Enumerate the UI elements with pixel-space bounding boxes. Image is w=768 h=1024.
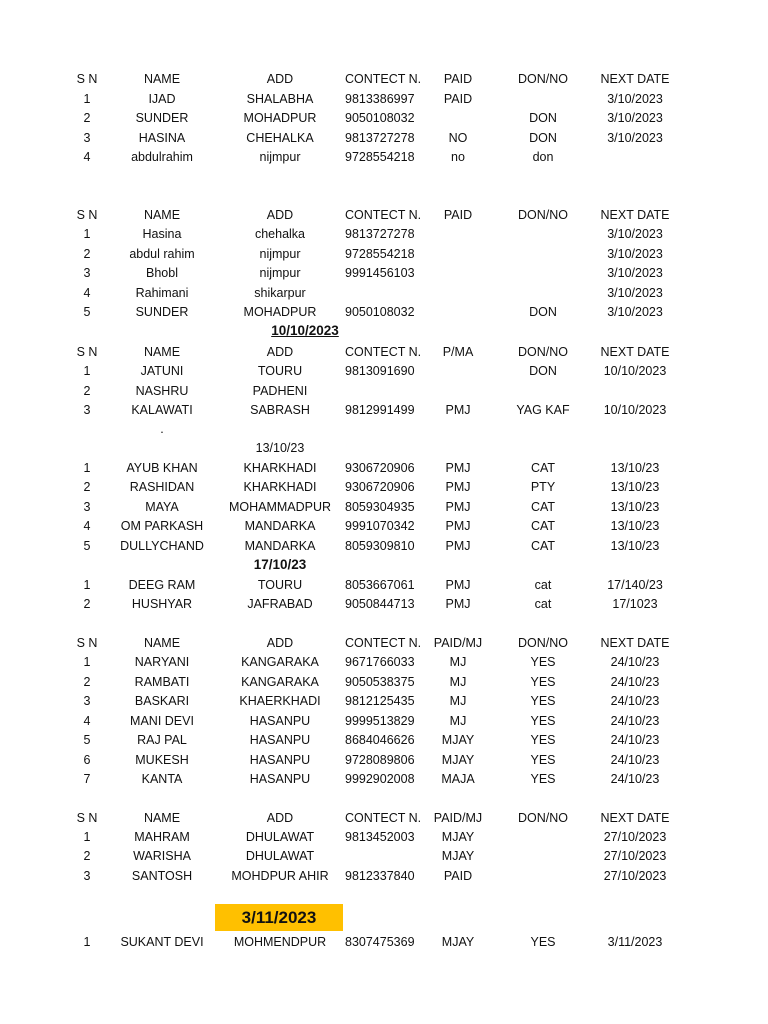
sn-cell: 2: [83, 674, 91, 689]
table-row: [0, 933, 768, 951]
paid-cell: MAJA: [441, 772, 475, 786]
sn-cell: 4: [83, 149, 91, 164]
header-next-date: NEXT DATE: [600, 345, 670, 359]
sn-cell: 2: [83, 383, 91, 398]
contact-cell: 9812991499: [345, 403, 415, 418]
address-cell: HASANPU: [249, 772, 311, 786]
address-cell: HASANPU: [249, 733, 311, 747]
address-cell: TOURU: [257, 578, 303, 592]
sn-cell: 3: [83, 499, 91, 514]
don-no-cell: YES: [530, 694, 556, 708]
paid-cell: PMJ: [445, 461, 471, 475]
header-pma: P/MA: [442, 345, 474, 359]
name-cell: Bhobl: [146, 266, 178, 280]
sn-cell: 2: [83, 849, 91, 864]
next-date-cell: 24/10/23: [610, 733, 660, 747]
paid-cell: PMJ: [445, 519, 471, 534]
next-date-cell: 17/1023: [612, 597, 658, 612]
header-add: ADD: [266, 811, 294, 825]
name-cell: HASINA: [138, 130, 186, 145]
paid-cell: PAID: [443, 868, 473, 883]
don-no-cell: [503, 90, 583, 108]
address-cell: SABRASH: [250, 403, 310, 418]
table-row: [0, 245, 768, 263]
name-cell: DEEG RAM: [128, 578, 196, 592]
don-no-cell: [503, 828, 583, 846]
next-date-cell: 24/10/23: [610, 752, 660, 767]
name-cell: WARISHA: [133, 849, 191, 864]
address-cell: CHEHALKA: [246, 130, 314, 145]
paid-cell: [425, 264, 491, 282]
header-sn: S N: [76, 811, 98, 825]
sn-cell: 1: [83, 92, 91, 106]
header-sn: S N: [76, 636, 98, 650]
sn-cell: 1: [83, 578, 91, 592]
header-next-date: NEXT DATE: [600, 811, 670, 825]
table-row: [0, 498, 768, 516]
sn-cell: 4: [83, 713, 91, 728]
table-row: [0, 537, 768, 555]
don-no-cell: [503, 225, 583, 243]
sn-cell: 1: [83, 364, 91, 378]
sn-cell: 3: [83, 403, 91, 418]
address-cell: MOHDPUR AHIR: [231, 868, 329, 883]
sn-cell: 1: [83, 461, 91, 475]
paid-cell: MJAY: [441, 830, 475, 844]
don-no-cell: PTY: [530, 480, 556, 495]
sn-cell: 1: [83, 830, 91, 844]
address-cell: HASANPU: [249, 713, 311, 728]
address-cell: MOHMENDPUR: [233, 935, 327, 949]
name-cell: abdulrahim: [131, 149, 193, 164]
dot-mark: .: [160, 422, 164, 436]
name-cell: SUKANT DEVI: [120, 935, 204, 949]
name-cell: KALAWATI: [131, 403, 193, 418]
header-next-date: NEXT DATE: [600, 72, 670, 86]
next-date-cell: 10/10/2023: [603, 364, 667, 378]
contact-cell: 9812125435: [345, 694, 415, 708]
next-date-cell: 13/10/23: [610, 538, 660, 553]
next-date-cell: 27/10/2023: [603, 849, 667, 864]
address-cell: KHARKHADI: [243, 461, 317, 475]
address-cell: nijmpur: [259, 266, 301, 280]
paid-cell: NO: [448, 130, 468, 145]
table-row: [0, 653, 768, 671]
sn-cell: 2: [83, 111, 91, 126]
header-name: NAME: [143, 811, 181, 825]
contact-cell: 9991456103: [345, 266, 415, 280]
next-date-cell: [596, 382, 674, 400]
don-no-cell: CAT: [530, 519, 556, 534]
don-no-cell: DON: [529, 305, 557, 319]
date-heading: 10/10/2023: [271, 323, 339, 338]
table-row: [0, 225, 768, 243]
address-cell: MOHADPUR: [243, 111, 317, 126]
table-row: [0, 109, 768, 127]
paid-cell: PMJ: [445, 480, 471, 495]
name-cell: Rahimani: [135, 285, 189, 300]
sn-cell: 1: [83, 935, 91, 949]
next-date-cell: 3/10/2023: [607, 111, 663, 126]
sn-cell: 2: [83, 597, 91, 612]
header-sn: S N: [76, 208, 98, 222]
address-cell: MANDARKA: [244, 519, 316, 534]
paid-cell: MJAY: [441, 733, 475, 747]
contact-cell: 9671766033: [345, 655, 415, 669]
don-no-cell: cat: [534, 597, 552, 612]
header-add: ADD: [266, 636, 294, 650]
sn-cell: 4: [83, 519, 91, 534]
name-cell: JATUNI: [140, 364, 184, 378]
sn-cell: 4: [83, 285, 91, 300]
contact-cell: 9306720906: [345, 480, 415, 495]
next-date-cell: 3/10/2023: [607, 305, 663, 319]
address-cell: KANGARAKA: [241, 674, 319, 689]
next-date-cell: 13/10/23: [610, 461, 660, 475]
name-cell: Hasina: [142, 227, 182, 241]
contact-cell: 9050844713: [345, 597, 415, 612]
address-cell: KHAERKHADI: [239, 694, 321, 708]
header-don-no: DON/NO: [518, 208, 568, 222]
header-paid: PAID: [443, 72, 473, 86]
header-contact: CONTECT N.: [345, 636, 422, 650]
address-cell: MANDARKA: [244, 538, 316, 553]
contact-cell: 9728089806: [345, 752, 415, 767]
contact-cell: 9813386997: [345, 92, 415, 106]
table-row: [0, 148, 768, 166]
sn-cell: 6: [83, 752, 91, 767]
name-cell: MANI DEVI: [130, 713, 194, 728]
next-date-cell: 13/10/23: [610, 480, 660, 495]
paid-cell: MJ: [449, 674, 467, 689]
header-name: NAME: [143, 72, 181, 86]
header-add: ADD: [266, 208, 294, 222]
next-date-cell: [596, 148, 674, 166]
table-header: [0, 809, 768, 827]
header-don-no: DON/NO: [518, 345, 568, 359]
don-no-cell: DON: [529, 364, 557, 378]
don-no-cell: [503, 382, 583, 400]
table-row: [0, 517, 768, 535]
name-cell: MAHRAM: [134, 830, 190, 844]
address-cell: DHULAWAT: [245, 849, 315, 864]
header-don-no: DON/NO: [518, 72, 568, 86]
address-cell: shikarpur: [254, 285, 306, 300]
next-date-cell: 3/10/2023: [607, 266, 663, 280]
address-cell: JAFRABAD: [247, 597, 313, 612]
name-cell: NASHRU: [135, 383, 189, 398]
name-cell: RASHIDAN: [129, 480, 195, 495]
don-no-cell: YES: [530, 674, 556, 689]
contact-cell: 8684046626: [345, 733, 415, 747]
table-row: [0, 303, 768, 321]
name-cell: HUSHYAR: [131, 597, 193, 612]
header-sn: S N: [76, 72, 98, 86]
table-row: [0, 751, 768, 769]
table-row: [0, 382, 768, 400]
table-row: [0, 867, 768, 885]
table-row: [0, 264, 768, 282]
header-next-date: NEXT DATE: [600, 636, 670, 650]
name-cell: AYUB KHAN: [126, 461, 198, 475]
name-cell: DULLYCHAND: [120, 538, 204, 553]
header-name: NAME: [143, 636, 181, 650]
header-paid-mj: PAID/MJ: [433, 811, 483, 825]
header-paid: PAID: [443, 208, 473, 222]
contact-cell: 9999513829: [345, 713, 415, 728]
next-date-cell: 3/11/2023: [607, 935, 663, 949]
table-row: [0, 459, 768, 477]
table-row: [0, 362, 768, 380]
contact-cell: 9050108032: [345, 111, 415, 126]
contact-cell: 9306720906: [345, 461, 415, 475]
contact-cell: 8059309810: [345, 538, 415, 553]
table-row: [0, 129, 768, 147]
sn-cell: 7: [83, 772, 91, 786]
table-row: [0, 576, 768, 594]
address-cell: KHARKHADI: [243, 480, 317, 495]
don-no-cell: CAT: [530, 461, 556, 475]
address-cell: MOHAMMADPUR: [228, 499, 332, 514]
contact-cell: 9050538375: [345, 674, 415, 689]
paid-cell: PAID: [443, 92, 473, 106]
header-contact: CONTECT N.: [345, 208, 422, 222]
next-date-cell: 3/10/2023: [607, 92, 663, 106]
don-no-cell: DON: [529, 130, 557, 145]
sn-cell: 3: [83, 130, 91, 145]
sn-cell: 3: [83, 266, 91, 280]
next-date-cell: 24/10/23: [610, 772, 660, 786]
contact-cell: 8307475369: [345, 935, 415, 949]
don-no-cell: YES: [530, 733, 556, 747]
paid-cell: PMJ: [445, 597, 471, 612]
next-date-cell: 10/10/2023: [603, 403, 667, 418]
table-row: [0, 692, 768, 710]
next-date-cell: 3/10/2023: [607, 227, 663, 241]
paid-cell: [425, 109, 491, 127]
name-cell: MAYA: [145, 499, 179, 514]
highlighted-date-cell: 3/11/2023: [215, 904, 343, 931]
contact-cell: 8053667061: [345, 578, 415, 592]
address-cell: PADHENI: [252, 383, 308, 398]
contact-cell: 9813091690: [345, 364, 415, 378]
address-cell: chehalka: [254, 227, 306, 241]
next-date-cell: 17/140/23: [607, 578, 663, 592]
don-no-cell: YES: [530, 713, 556, 728]
header-sn: S N: [76, 345, 98, 359]
name-cell: KANTA: [141, 772, 183, 786]
name-cell: OM PARKASH: [120, 519, 204, 534]
sn-cell: 5: [83, 538, 91, 553]
next-date-cell: 27/10/2023: [603, 868, 667, 883]
address-cell: MOHADPUR: [243, 305, 317, 319]
don-no-cell: YES: [530, 655, 556, 669]
contact-cell: 9813727278: [345, 227, 415, 241]
contact-cell: 9992902008: [345, 772, 415, 786]
table-row: [0, 478, 768, 496]
sn-cell: 3: [83, 868, 91, 883]
table-row: [0, 731, 768, 749]
paid-cell: [425, 303, 491, 321]
name-cell: MUKESH: [135, 752, 189, 767]
don-no-cell: CAT: [530, 538, 556, 553]
contact-cell: [345, 847, 425, 865]
paid-cell: MJAY: [441, 752, 475, 767]
contact-cell: 9728554218: [345, 246, 415, 261]
table-row: [0, 770, 768, 788]
paid-cell: MJ: [449, 713, 467, 728]
paid-cell: PMJ: [445, 499, 471, 514]
address-cell: SHALABHA: [246, 92, 314, 106]
header-name: NAME: [143, 345, 181, 359]
paid-cell: [425, 362, 491, 380]
address-cell: HASANPU: [249, 752, 311, 767]
sn-cell: 1: [83, 227, 91, 241]
don-no-cell: [503, 284, 583, 302]
don-no-cell: [503, 264, 583, 282]
don-no-cell: don: [532, 149, 554, 164]
header-add: ADD: [266, 72, 294, 86]
next-date-cell: 24/10/23: [610, 694, 660, 708]
header-contact: CONTECT N.: [345, 72, 422, 86]
don-no-cell: cat: [534, 578, 552, 592]
paid-cell: PMJ: [445, 578, 471, 592]
paid-cell: PMJ: [445, 538, 471, 553]
don-no-cell: YES: [530, 935, 556, 949]
paid-cell: MJ: [449, 694, 467, 708]
name-cell: IJAD: [148, 92, 176, 106]
don-no-cell: [503, 847, 583, 865]
sn-cell: 1: [83, 655, 91, 669]
sn-cell: 5: [83, 305, 91, 319]
date-heading: 17/10/23: [253, 557, 307, 572]
address-cell: TOURU: [257, 364, 303, 378]
address-cell: nijmpur: [259, 246, 301, 261]
name-cell: abdul rahim: [129, 246, 195, 261]
header-contact: CONTECT N.: [345, 811, 422, 825]
next-date-cell: 24/10/23: [610, 655, 660, 669]
header-don-no: DON/NO: [518, 811, 568, 825]
contact-cell: 9991070342: [345, 519, 415, 534]
don-no-cell: [503, 867, 583, 885]
next-date-cell: 27/10/2023: [603, 830, 667, 844]
paid-cell: PMJ: [445, 403, 471, 418]
next-date-cell: 13/10/23: [610, 519, 660, 534]
contact-cell: 9050108032: [345, 305, 415, 319]
sn-cell: 3: [83, 694, 91, 708]
address-cell: nijmpur: [259, 149, 301, 164]
paid-cell: [425, 382, 491, 400]
contact-cell: 9813727278: [345, 130, 415, 145]
paid-cell: MJ: [449, 655, 467, 669]
table-row: [0, 673, 768, 691]
don-no-cell: DON: [529, 111, 557, 126]
paid-cell: [425, 245, 491, 263]
name-cell: RAJ PAL: [137, 733, 187, 747]
next-date-cell: 3/10/2023: [607, 130, 663, 145]
table-row: [0, 90, 768, 108]
name-cell: RAMBATI: [134, 674, 190, 689]
header-name: NAME: [143, 208, 181, 222]
contact-cell: 8059304935: [345, 499, 415, 514]
contact-cell: 9813452003: [345, 830, 415, 844]
header-don-no: DON/NO: [518, 636, 568, 650]
table-row: [0, 595, 768, 613]
don-no-cell: YES: [530, 752, 556, 767]
don-no-cell: CAT: [530, 499, 556, 514]
table-row: [0, 284, 768, 302]
paid-cell: MJAY: [441, 935, 475, 949]
paid-cell: MJAY: [441, 849, 475, 864]
name-cell: SUNDER: [135, 305, 189, 319]
next-date-cell: 24/10/23: [610, 674, 660, 689]
contact-cell: [345, 382, 425, 400]
table-header: [0, 70, 768, 88]
address-cell: DHULAWAT: [245, 830, 315, 844]
next-date-cell: 13/10/23: [610, 499, 660, 514]
address-cell: KANGARAKA: [241, 655, 319, 669]
next-date-cell: 24/10/23: [610, 713, 660, 728]
table-header: [0, 343, 768, 361]
header-paid-mj: PAID/MJ: [433, 636, 483, 650]
table-row: [0, 401, 768, 419]
name-cell: BASKARI: [134, 694, 190, 708]
don-no-cell: [503, 245, 583, 263]
header-add: ADD: [266, 345, 294, 359]
paid-cell: [425, 284, 491, 302]
sn-cell: 5: [83, 733, 91, 747]
next-date-cell: 3/10/2023: [607, 246, 663, 261]
name-cell: NARYANI: [134, 655, 190, 669]
table-row: [0, 847, 768, 865]
table-header: [0, 206, 768, 224]
name-cell: SUNDER: [135, 111, 189, 126]
paid-cell: [425, 225, 491, 243]
sn-cell: 2: [83, 480, 91, 495]
don-no-cell: YES: [530, 772, 556, 786]
table-header: [0, 634, 768, 652]
don-no-cell: YAG KAF: [516, 403, 570, 418]
paid-cell: no: [451, 149, 465, 164]
next-date-cell: 3/10/2023: [607, 285, 663, 300]
header-contact: CONTECT N.: [345, 345, 422, 359]
date-heading: 13/10/23: [255, 441, 305, 455]
name-cell: SANTOSH: [131, 868, 193, 883]
contact-cell: 9728554218: [345, 149, 415, 164]
header-next-date: NEXT DATE: [600, 208, 670, 222]
contact-cell: [345, 284, 425, 302]
table-row: [0, 828, 768, 846]
table-row: [0, 712, 768, 730]
contact-cell: 9812337840: [345, 868, 415, 883]
sn-cell: 2: [83, 246, 91, 261]
